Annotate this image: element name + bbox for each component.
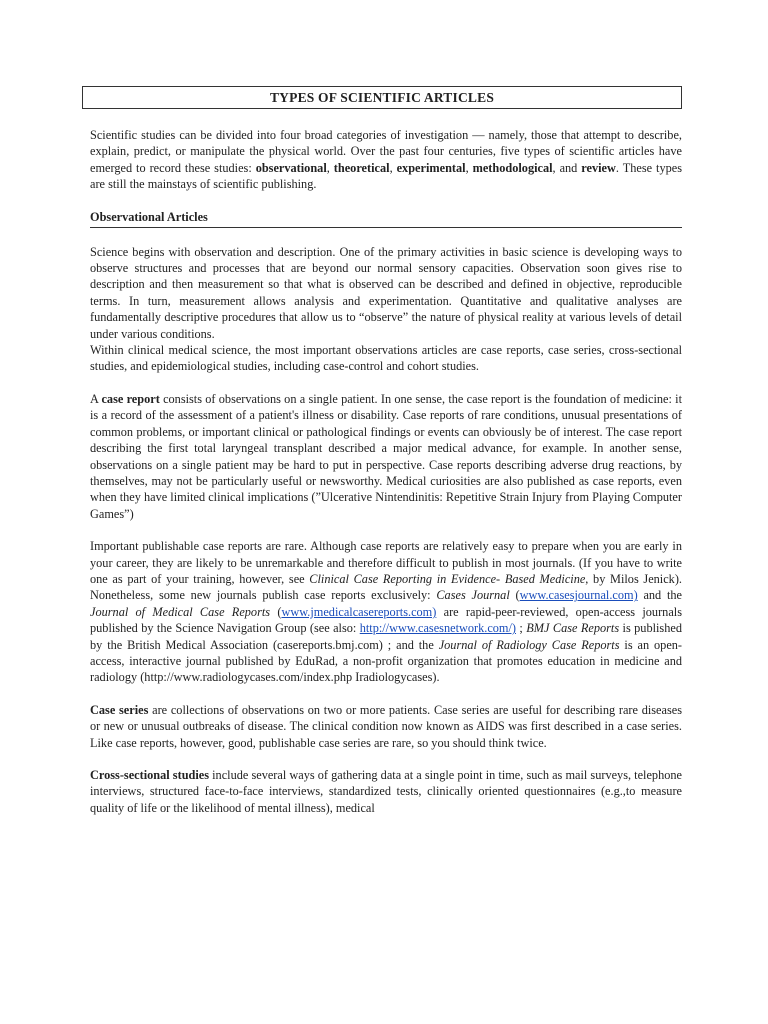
science-paragraph: Science begins with observation and description. One of the primary activities in basic science is developing ways to observe structures and processes that are beyond our normal sensory capacities. Observation soon gives rise to description and then measurement so that what is observed can be described and defined in objective, reproducible terms. In turn, measurement allows analysis and experimentation. Quantitative and qualitative analyses are fundamentally descriptive procedures that allow us to “observe” the nature of physical reality at various levels of detail under various conditions.: [90, 244, 682, 341]
important-paragraph: Important publishable case reports are rare. Although case reports are relatively easy to prepare when you are early in your career, they are likely to be unremarkable and therefore difficult to publish in most journals. (If you have to write one as part of your training, however, see Clinical Case Reporting in Evidence- Based Medicine, by Milos Jenick). Nonetheless, some new journals publish case reports exclusively: Cases Journal (www.casesjournal.com) and the Journal of Medical Case Reports (www.jmedicalcasereports.com) are rapid-peer-reviewed, open-access journals published by the Science Navigation Group (see also: http://www.casesnetwork.com/) ; BMJ Case Reports is published by the British Medical Association (casereports.bmj.com) ; and the Journal of Radiology Case Reports is an open-access, interactive journal published by EduRad, a non-profit organization that promotes education in medicine and radiology (http://www.radiologycases.com/index.php Iradiologycases).: [90, 539, 683, 685]
section-heading-observational: Observational Articles: [90, 209, 682, 228]
jmedicalcasereports-link[interactable]: www.jmedicalcasereports.com): [281, 604, 437, 619]
case-series-paragraph: Case series are collections of observations on two or more patients. Case series are useful for describing rare diseases or new or unusual outbreaks of disease. The clinical condition now known as AIDS was first described in a case series. Like case reports, however, good, publishable case series are rare, so you should think twice.: [90, 702, 682, 750]
cross-sectional-paragraph: Cross-sectional studies include several ways of gathering data at a single point in time, such as mail surveys, telephone interviews, structured face-to-face interviews, standardized tests, clinically oriented questionnaires (e.g.,to measure quality of life or the likelihood of mental illness), medical: [90, 768, 682, 815]
case-report-paragraph: A case report consists of observations on a single patient. In one sense, the case report is the foundation of medicine: it is a record of the assessment of a patient's illness or disability. Case reports of rare conditions, unusual presentations of common problems, or important clinical or pathological findings or events can obviously be of interest. The case report describing the first total laryngeal transplant described a major medical advance, for example. In another sense, observations on a single patient may be hard to put in perspective. Case reports describing adverse drug reactions, by themselves, may not be particularly useful or newsworthy. Medical curiosities are also published as case reports, even when they have limited clinical implications (”Ulcerative Nintendinitis: Repetitive Strain Injury from Playing Computer Games”): [90, 391, 682, 521]
within-paragraph: Within clinical medical science, the most important observations articles are case reports, case series, cross-sectional studies, and epidemiological studies, including case-control and cohort studies.: [90, 343, 682, 374]
document-title: TYPES OF SCIENTIFIC ARTICLES: [82, 86, 682, 109]
casesjournal-link[interactable]: www.casesjournal.com): [519, 588, 638, 603]
casesnetwork-link[interactable]: http://www.casesnetwork.com/): [359, 621, 517, 636]
intro-paragraph: Scientific studies can be divided into four broad categories of investigation — namely, those that attempt to describe, explain, predict, or manipulate the physical world. Over the past four centuries, five types of scientific articles have emerged to record these studies: observational, theoretical, experimental, methodological, and review. These types are still the mainstays of scientific publishing.: [90, 128, 682, 192]
document-page: [90, 86, 682, 816]
